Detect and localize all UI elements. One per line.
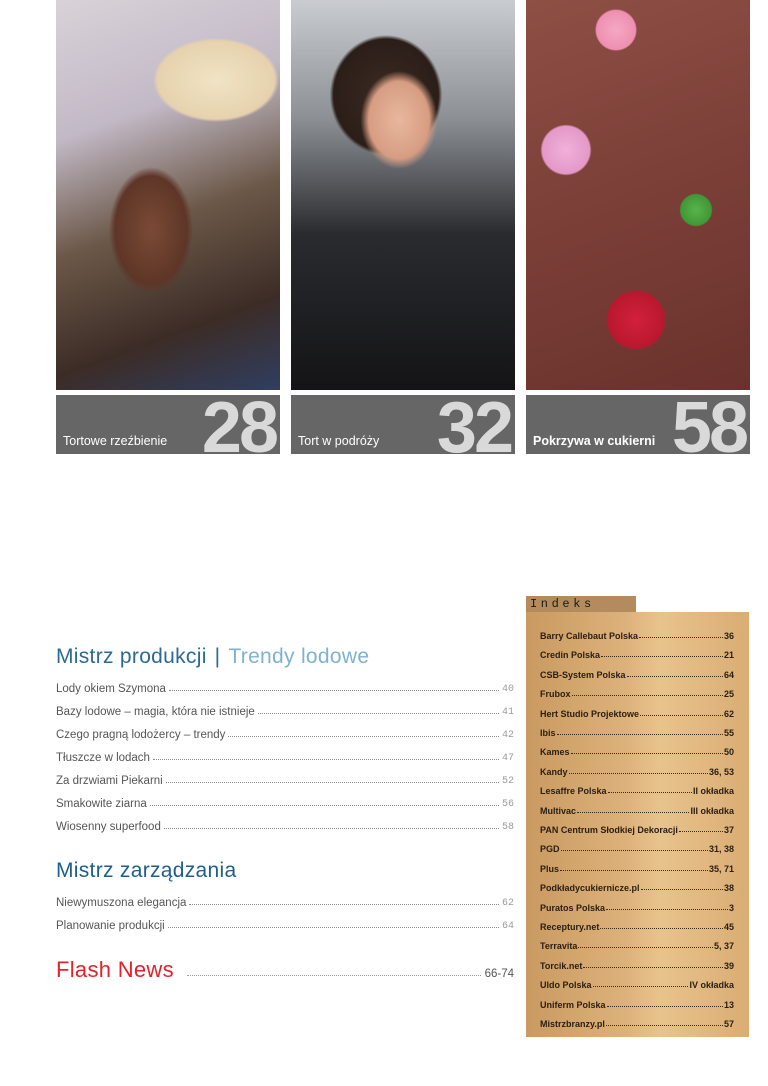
- dot-leader: [600, 927, 723, 929]
- feature-banner-3[interactable]: [526, 395, 750, 454]
- index-entry[interactable]: [540, 993, 734, 1010]
- index-company-name: PAN Centrum Słodkiej Dekoracji: [540, 825, 678, 835]
- index-page: 64: [723, 669, 734, 680]
- index-entry[interactable]: [540, 1012, 734, 1029]
- dot-leader: [169, 689, 499, 691]
- dot-leader: [640, 714, 723, 716]
- company-index-title: Indeks: [526, 596, 636, 612]
- index-entry[interactable]: [540, 721, 734, 738]
- dot-leader: [606, 1024, 723, 1026]
- index-company-name: Credin Polska: [540, 650, 601, 661]
- dot-leader: [572, 694, 723, 696]
- index-page: 62: [723, 708, 734, 719]
- dot-leader: [164, 827, 499, 829]
- dot-leader: [593, 985, 689, 987]
- index-company-name: Torcik.net: [540, 960, 583, 971]
- dot-leader: [641, 888, 723, 890]
- index-page: 36: [723, 631, 734, 641]
- index-company-name: Barry Callebaut Polska: [540, 631, 639, 641]
- index-company-name: Uniferm Polska: [540, 999, 606, 1010]
- index-entry[interactable]: [540, 702, 734, 719]
- section-title-text: Mistrz produkcji: [56, 645, 207, 668]
- toc-entry-label: Bazy lodowe – magia, która nie istnieje: [56, 706, 255, 718]
- feature-banner-2[interactable]: [291, 395, 515, 454]
- toc-entry-label: Za drzwiami Piekarni: [56, 775, 163, 787]
- dot-leader: [166, 781, 499, 783]
- toc-entry-page: 64: [501, 921, 514, 932]
- index-company-name: Puratos Polska: [540, 902, 606, 913]
- dot-leader: [258, 712, 499, 714]
- index-entry[interactable]: [540, 954, 734, 971]
- toc-entry-page: 58: [501, 822, 514, 833]
- dot-leader: [601, 655, 723, 657]
- toc-entry[interactable]: [56, 746, 514, 764]
- index-entry[interactable]: [540, 624, 734, 641]
- toc-entry[interactable]: [56, 914, 514, 932]
- feature-label: Tortowe rzeźbienie: [63, 434, 168, 448]
- dot-leader: [189, 903, 499, 905]
- toc-entry[interactable]: [56, 677, 514, 695]
- toc-entry[interactable]: [56, 723, 514, 741]
- dot-leader: [577, 811, 689, 813]
- section-title-management: Mistrz zarządzania: [56, 859, 237, 882]
- index-page: 5, 37: [713, 941, 734, 952]
- index-page: 21: [723, 650, 734, 661]
- index-company-name: Frubox: [540, 689, 571, 700]
- feature-label: Tort w podróży: [298, 434, 380, 448]
- toc-entry-label: Smakowite ziarna: [56, 798, 147, 810]
- dot-leader: [569, 772, 708, 774]
- feature-label: Pokrzywa w cukierni: [533, 434, 656, 448]
- company-index-panel: [526, 612, 749, 1037]
- feature-page-number: 58: [671, 395, 746, 454]
- toc-entry-page: 47: [501, 753, 514, 764]
- index-entry[interactable]: [540, 740, 734, 757]
- index-company-name: Mistrzbranzy.pl: [540, 1019, 605, 1029]
- toc-entry-label: Tłuszcze w lodach: [56, 752, 150, 764]
- index-company-name: CSB-System Polska: [540, 669, 626, 680]
- dot-leader: [228, 735, 499, 737]
- section-title-production: [56, 645, 369, 669]
- dot-leader: [150, 804, 499, 806]
- dot-leader: [168, 926, 499, 928]
- toc-entry-label: Lody okiem Szymona: [56, 683, 166, 695]
- dot-leader: [561, 849, 708, 851]
- toc-entry-page: 40: [501, 684, 514, 695]
- index-entry[interactable]: [540, 896, 734, 913]
- index-page: 37: [723, 825, 734, 835]
- dot-leader: [153, 758, 499, 760]
- index-company-name: Multivac: [540, 805, 577, 816]
- dot-leader: [557, 733, 723, 735]
- feature-page-number: 28: [201, 395, 276, 454]
- dot-leader: [583, 966, 723, 968]
- flash-news-entry[interactable]: [185, 962, 514, 980]
- toc-entry-page: 41: [501, 707, 514, 718]
- dot-leader: [627, 675, 723, 677]
- index-page: 55: [723, 728, 734, 738]
- index-company-name: PGD: [540, 844, 560, 855]
- index-page: 25: [723, 689, 734, 700]
- feature-photo-sculpture: [56, 0, 280, 390]
- feature-banner-1[interactable]: [56, 395, 280, 454]
- index-entry[interactable]: [540, 779, 734, 796]
- toc-entry-label: Niewymuszona elegancja: [56, 897, 187, 909]
- index-entry[interactable]: [540, 934, 734, 951]
- index-entry[interactable]: [540, 760, 734, 777]
- index-entry[interactable]: [540, 643, 734, 660]
- index-entry[interactable]: [540, 682, 734, 699]
- toc-entry-label: Wiosenny superfood: [56, 821, 161, 833]
- toc-entry[interactable]: [56, 700, 514, 718]
- dot-leader: [608, 791, 692, 793]
- index-page: II okładka: [692, 786, 734, 797]
- toc-entry[interactable]: [56, 792, 514, 810]
- index-page: 39: [723, 960, 734, 971]
- feature-page-number: 32: [436, 395, 511, 454]
- toc-entry-label: Czego pragną lodożercy – trendy: [56, 729, 226, 741]
- index-entry[interactable]: [540, 915, 734, 932]
- index-entry[interactable]: [540, 876, 734, 893]
- index-page: 57: [723, 1019, 734, 1029]
- toc-entry-label: Planowanie produkcji: [56, 920, 165, 932]
- toc-entry-page: 52: [501, 776, 514, 787]
- index-page: III okładka: [690, 805, 734, 816]
- toc-entry[interactable]: [56, 769, 514, 787]
- section-title-flash-news[interactable]: Flash News: [56, 957, 174, 982]
- feature-photo-woman-in-car: [291, 0, 515, 390]
- index-page: 50: [723, 747, 734, 758]
- index-entry[interactable]: [540, 857, 734, 874]
- dot-leader: [578, 946, 713, 948]
- dot-leader: [187, 974, 481, 976]
- index-entry[interactable]: [540, 973, 734, 990]
- dot-leader: [607, 1005, 723, 1007]
- index-page: 45: [723, 922, 734, 932]
- index-company-name: Kandy: [540, 766, 568, 777]
- dot-leader: [571, 752, 723, 754]
- toc-entry-page: 56: [501, 799, 514, 810]
- index-page: 35, 71: [708, 863, 734, 874]
- toc-entry-page: 62: [501, 898, 514, 909]
- toc-entry[interactable]: [56, 815, 514, 833]
- index-company-name: Podkładycukiernicze.pl: [540, 883, 640, 894]
- index-company-name: Hert Studio Projektowe: [540, 708, 640, 719]
- dot-leader: [639, 636, 723, 638]
- title-separator: |: [214, 645, 221, 668]
- index-page: 36, 53: [708, 766, 734, 777]
- index-page: 38: [723, 883, 734, 894]
- dot-leader: [606, 908, 728, 910]
- index-company-name: Receptury.net: [540, 922, 600, 932]
- index-entry[interactable]: [540, 663, 734, 680]
- index-page: 3: [728, 902, 734, 913]
- feature-photo-flower-cake: [526, 0, 750, 390]
- dot-leader: [560, 869, 708, 871]
- index-page: 31, 38: [708, 844, 734, 855]
- dot-leader: [679, 830, 723, 832]
- index-page: 13: [723, 999, 734, 1010]
- index-entry[interactable]: [540, 818, 734, 835]
- index-page: IV okładka: [689, 980, 734, 991]
- index-company-name: Terravita: [540, 941, 578, 952]
- index-entry[interactable]: [540, 837, 734, 854]
- index-company-name: Lesaffre Polska: [540, 786, 607, 797]
- toc-entry[interactable]: [56, 891, 514, 909]
- index-company-name: Kames: [540, 747, 570, 758]
- index-company-name: Ibis: [540, 728, 556, 738]
- section-subtitle: Trendy lodowe: [228, 645, 370, 668]
- index-entry[interactable]: [540, 799, 734, 816]
- index-company-name: Plus: [540, 863, 560, 874]
- index-company-name: Uldo Polska: [540, 980, 592, 991]
- toc-entry-page: 42: [501, 730, 514, 741]
- flash-news-page: 66-74: [484, 968, 514, 980]
